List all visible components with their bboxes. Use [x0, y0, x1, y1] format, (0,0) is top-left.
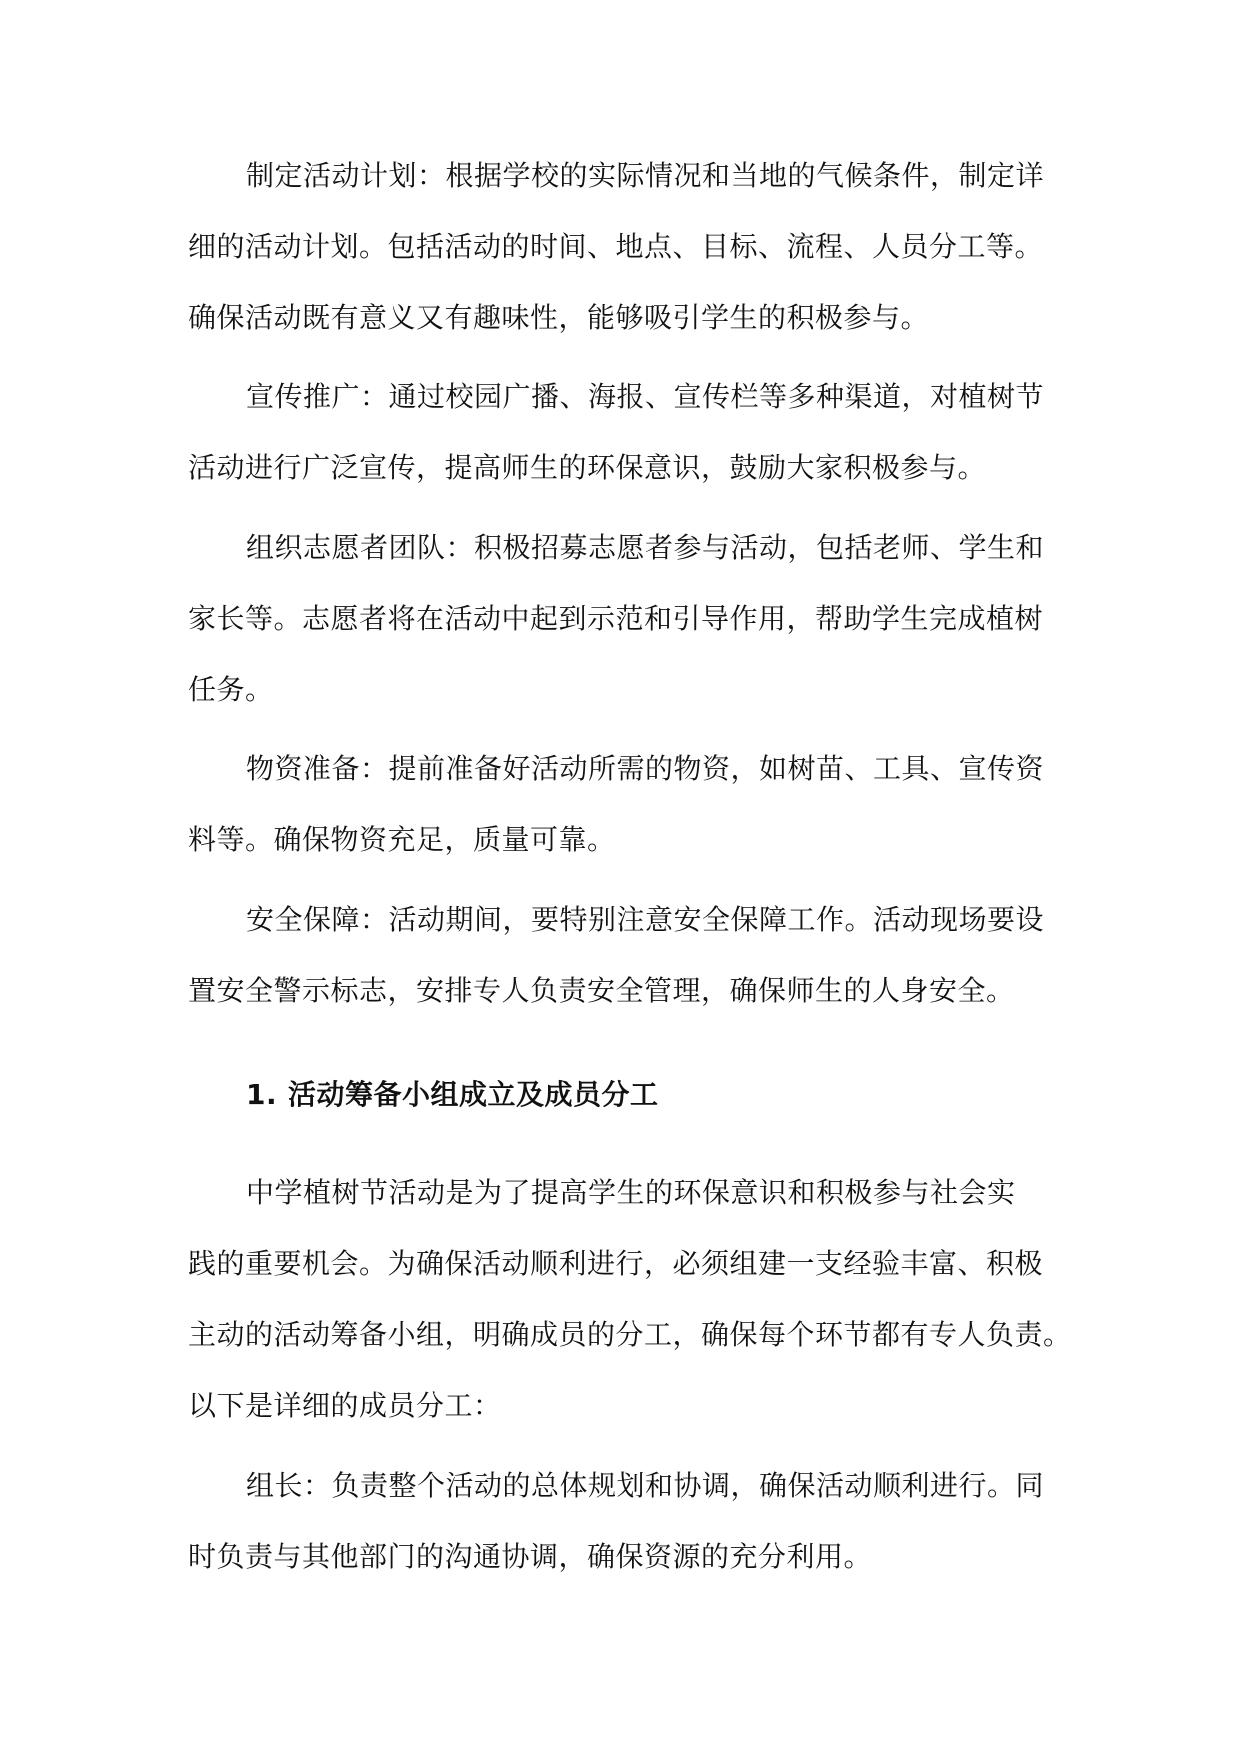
- paragraph-plan-line-2: 细的活动计划。包括活动的时间、地点、目标、流程、人员分工等。: [188, 230, 1044, 263]
- section-heading-title: 活动筹备小组成立及成员分工: [288, 1078, 659, 1111]
- paragraph-plan-line-1: 制定活动计划：根据学校的实际情况和当地的气候条件，制定详: [246, 159, 1045, 192]
- paragraph-publicity-line-1: 宣传推广：通过校园广播、海报、宣传栏等多种渠道，对植树节: [246, 380, 1045, 413]
- section-heading: [246, 1077, 659, 1113]
- paragraph-safety-line-1: 安全保障：活动期间，要特别注意安全保障工作。活动现场要设: [246, 903, 1045, 936]
- paragraph-intro-line-1: 中学植树节活动是为了提高学生的环保意识和积极参与社会实: [246, 1176, 1016, 1209]
- paragraph-intro-line-2: 践的重要机会。为确保活动顺利进行，必须组建一支经验丰富、积极: [188, 1247, 1044, 1280]
- paragraph-volunteers-line-2: 家长等。志愿者将在活动中起到示范和引导作用，帮助学生完成植树: [188, 602, 1044, 635]
- paragraph-plan-line-3: 确保活动既有意义又有趣味性，能够吸引学生的积极参与。: [188, 301, 930, 334]
- paragraph-publicity-line-2: 活动进行广泛宣传，提高师生的环保意识，鼓励大家积极参与。: [188, 451, 987, 484]
- paragraph-leader-line-1: 组长：负责整个活动的总体规划和协调，确保活动顺利进行。同: [246, 1469, 1045, 1502]
- paragraph-materials-line-2: 料等。确保物资充足，质量可靠。: [188, 823, 616, 856]
- paragraph-volunteers-line-1: 组织志愿者团队：积极招募志愿者参与活动，包括老师、学生和: [246, 531, 1045, 564]
- section-heading-number: 1.: [246, 1078, 278, 1111]
- paragraph-materials-line-1: 物资准备：提前准备好活动所需的物资，如树苗、工具、宣传资: [246, 752, 1045, 785]
- paragraph-intro-line-4: 以下是详细的成员分工：: [188, 1389, 502, 1422]
- paragraph-intro-line-3: 主动的活动筹备小组，明确成员的分工，确保每个环节都有专人负责。: [188, 1318, 1072, 1351]
- paragraph-volunteers-line-3: 任务。: [188, 673, 274, 706]
- paragraph-leader-line-2: 时负责与其他部门的沟通协调，确保资源的充分利用。: [188, 1540, 873, 1573]
- paragraph-safety-line-2: 置安全警示标志，安排专人负责安全管理，确保师生的人身安全。: [188, 974, 1015, 1007]
